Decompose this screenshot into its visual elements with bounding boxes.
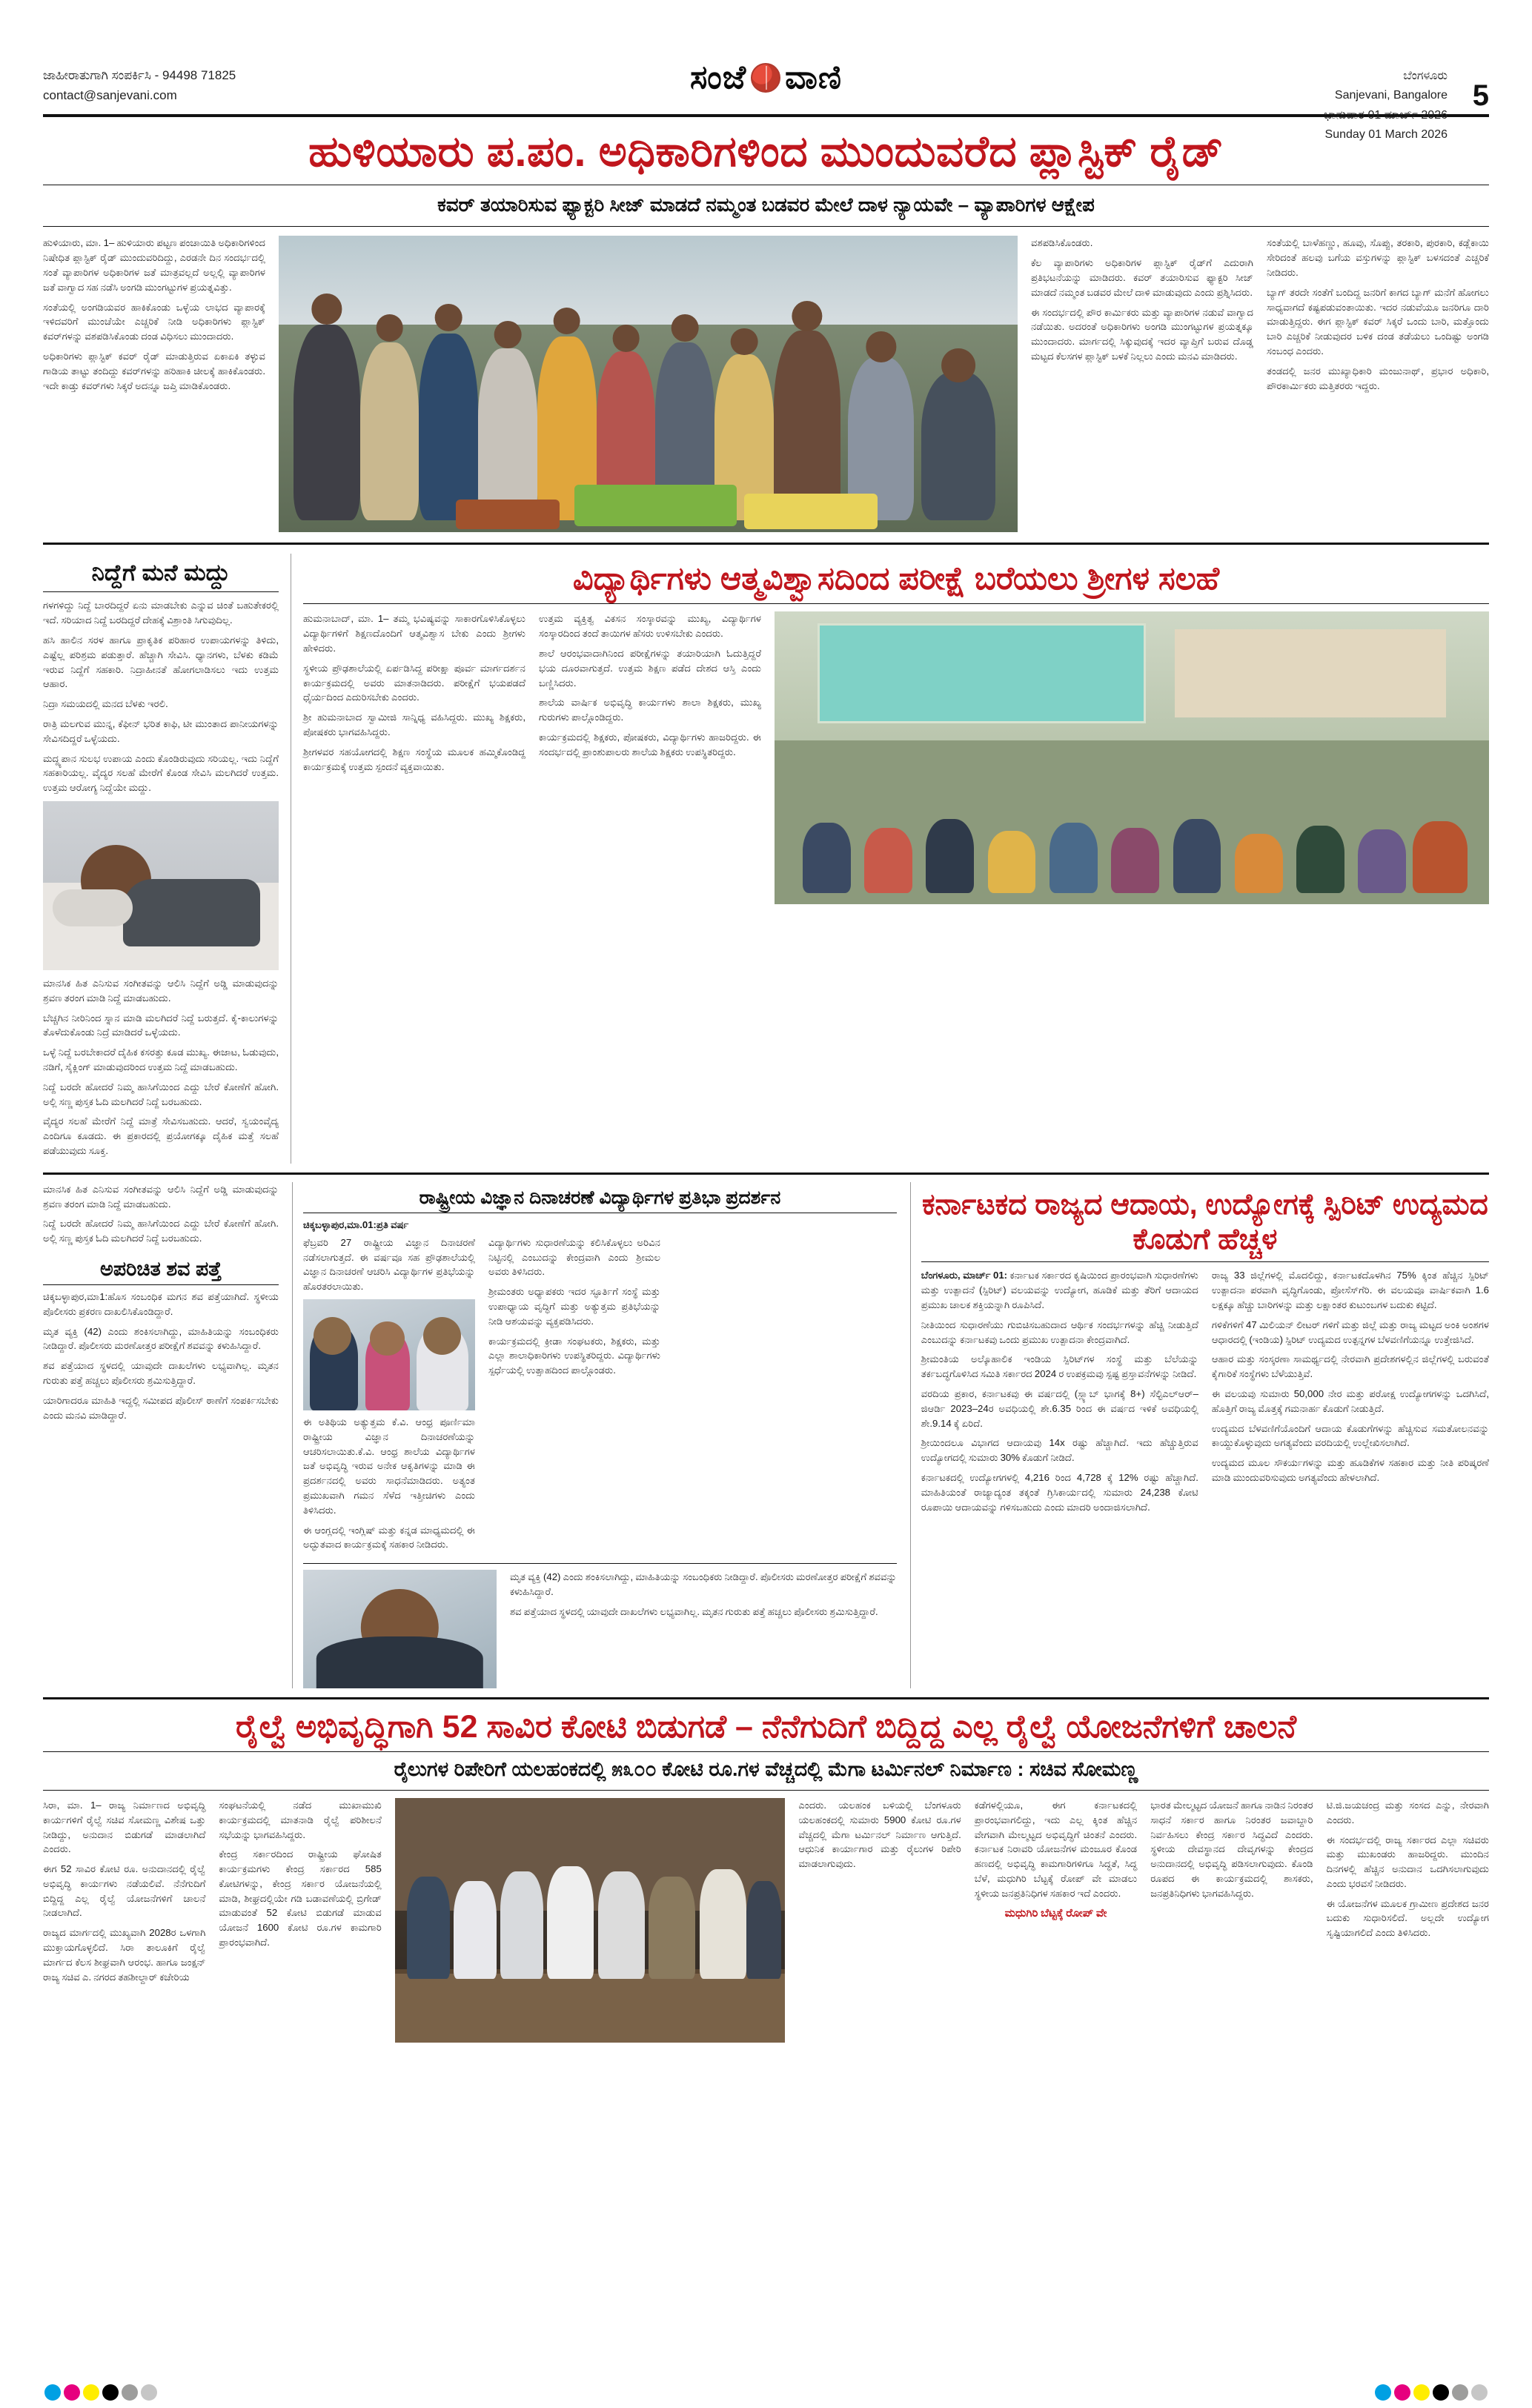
divider	[303, 1563, 897, 1564]
paragraph: ವರದಿಯ ಪ್ರಕಾರ, ಕರ್ನಾಟಕವು ಈ ವರ್ಷದಲ್ಲಿ (ಸ್ಲ್ಯಾಬ್ ಭಾಗಕ್ಕೆ 8+) ಸೆಲ್ಟಿಎಲ್ಆರ್–ಜಿಆರ್ಡಿ 2023–24ರ ಅವಧಿಯಲ್ಲಿ ಶೇ.6.35 ರಿಂದ ಈ ವರ್ಷದ ಇಳಿಕೆ ಅವಧಿಯಲ್ಲಿ ಶೇ.9.14 ಕ್ಕೆ ಏರಿದೆ.	[921, 1387, 1198, 1429]
lead-photo-wrap	[279, 236, 1018, 532]
divider	[43, 543, 1489, 545]
divider	[43, 1790, 1489, 1791]
paragraph: ಫೆಬ್ರವರಿ 27 ರಾಷ್ಟ್ರೀಯ ವಿಜ್ಞಾನ ದಿನಾಚರಣೆ ನಡೆಸಲಾಗುತ್ತದೆ. ಈ ವರ್ಷವೂ ಸಹ ಪ್ರೌಢಶಾಲೆಯಲ್ಲಿ ವಿಜ್ಞಾನ ದಿನಾಚರಣೆ ಆಚರಿಸಿ ವಿದ್ಯಾರ್ಥಿಗಳ ಪ್ರತಿಭೆಯನ್ನು ಹೊರತರಲಾಯಿತು.	[303, 1236, 475, 1293]
paragraph: ಯಾರಿಗಾದರೂ ಮಾಹಿತಿ ಇದ್ದಲ್ಲಿ ಸಮೀಪದ ಪೊಲೀಸ್ ಠಾಣೆಗೆ ಸಂಪರ್ಕಿಸಬೇಕು ಎಂದು ಮನವಿ ಮಾಡಿದ್ದಾರೆ.	[43, 1394, 279, 1421]
meeting-photo	[395, 1798, 786, 2043]
paragraph: ನಿದ್ದೆ ಬರದೇ ಹೋದರೆ ನಿಮ್ಮ ಹಾಸಿಗೆಯಿಂದ ಎದ್ದು ಬೇರೆ ಕೋಣೆಗೆ ಹೋಗಿ. ಅಲ್ಲಿ ಸಣ್ಣ ಪುಸ್ತಕ ಓದಿ ಮಲಗಿದರೆ ನಿದ್ದೆ ಬರಬಹುದು.	[43, 1218, 279, 1244]
paragraph: ಗಳಿಕೆಗಳಿಗೆ 47 ಮಿಲಿಯನ್ ಲೀಟರ್ ಗಳಿಗೆ ಮತ್ತು ಜಿಲ್ಲೆ ಮತ್ತು ರಾಜ್ಯ ಮಟ್ಟದ ಅಂಕಿ ಅಂಶಗಳ ಆಧಾರದಲ್ಲಿ (ಇಂಡಿಯ) ಸ್ಪಿರಿಟ್ ಉದ್ಯಮದ ಉತ್ಪನ್ನಗಳ ಬೆಳವಣಿಗೆಯನ್ನೂ ಉತ್ತೇಜಿಸಿದೆ.	[1211, 1319, 1490, 1345]
paper-logo	[362, 58, 1170, 96]
vidyarthi-photo-wrap	[775, 611, 1489, 904]
paragraph: ಸಂಘಟನೆಯಲ್ಲಿ ನಡೆದ ಮುಖಾಮುಖಿ ಕಾರ್ಯಕ್ರಮದಲ್ಲಿ ಮಾತನಾಡಿ ರೈಲ್ವೆ ಪರಿಶೀಲನೆ ಸಭೆಯನ್ನು ಭಾಗವಹಿಸಿದ್ದರು.	[219, 1799, 382, 1840]
paragraph: ಈ ಯೋಜನೆಗಳ ಮೂಲಕ ಗ್ರಾಮೀಣ ಪ್ರದೇಶದ ಜನರ ಬದುಕು ಸುಧಾರಿಸಲಿದೆ. ಅಲ್ಲದೇ ಉದ್ಯೋಗ ಸೃಷ್ಟಿಯಾಗಲಿದೆ ಎಂದು ತಿಳಿಸಿದರು.	[1326, 1897, 1490, 1939]
paragraph: ಶಾಲೆ ಆರಂಭವಾದಾಗಿನಿಂದ ಪರೀಕ್ಷೆಗಳನ್ನು ತಯಾರಿಯಾಗಿ ಓದುತ್ತಿದ್ದರೆ ಭಯ ದೂರವಾಗುತ್ತದೆ. ಉತ್ತಮ ಶಿಕ್ಷಣ ಪಡೆದ ದೇಶದ ಆಸ್ತಿ ಎಂದು ಬಣ್ಣಿಸಿದರು.	[539, 648, 761, 689]
paragraph: ಕೆಲ ವ್ಯಾಪಾರಿಗಳು ಅಧಿಕಾರಿಗಳ ಪ್ಲಾಸ್ಟಿಕ್ ರೈಡ್‌ಗೆ ಎದುರಾಗಿ ಪ್ರತಿಭಟನೆಯನ್ನು ಮಾಡಿದರು. ಕವರ್ ತಯಾರಿಸುವ ಫ್ಯಾಕ್ಟರಿ ಸೀಜ್ ಮಾಡದೆ ನಮ್ಮಂತ ಬಡವರ ಮೇಲೆ ದಾಳಿ ಮಾಡುವುದು ಎಂದು ಪ್ರಶ್ನಿಸಿದರು.	[1031, 257, 1253, 298]
railway-col-4	[975, 1798, 1137, 2043]
railway-photo-wrap	[395, 1798, 786, 2043]
paragraph: ಈಗ 52 ಸಾವಿರ ಕೋಟಿ ರೂ. ಅನುದಾನದಲ್ಲಿ ರೈಲ್ವೆ ಅಭಿವೃದ್ಧಿ ಕಾರ್ಯಗಳು ನಡೆಯಲಿವೆ. ನೆನೆಗುದಿಗೆ ಬಿದ್ದಿದ್ದ ಎಲ್ಲ ರೈಲ್ವೆ ಯೋಜನೆಗಳಿಗೆ ಚಾಲನೆ ನೀಡಲಾಗಿದೆ.	[43, 1863, 206, 1919]
divider	[43, 226, 1489, 227]
karnataka-dateline: ಬೆಂಗಳೂರು, ಮಾರ್ಚ್ 01:	[921, 1270, 1008, 1281]
paragraph: ಶ್ರೀ ಹುಮನಾಬಾದ ಸ್ವಾಮೀಜಿ ಸಾನ್ನಿಧ್ಯ ವಹಿಸಿದ್ದರು. ಮುಖ್ಯ ಶಿಕ್ಷಕರು, ಪೋಷಕರು ಭಾಗವಹಿಸಿದ್ದರು.	[303, 712, 525, 738]
railway-article	[43, 1699, 1489, 2043]
karnataka-article	[910, 1182, 1489, 1688]
railway-col-1	[43, 1798, 205, 2043]
paragraph: ಸ್ಥಳೀಯ ಪ್ರೌಢಶಾಲೆಯಲ್ಲಿ ಏರ್ಪಡಿಸಿದ್ದ ಪರೀಕ್ಷಾ ಪೂರ್ವ ಮಾರ್ಗದರ್ಶನ ಕಾರ್ಯಕ್ರಮದಲ್ಲಿ ಅವರು ಮಾತನಾಡಿದರು. ಪರೀಕ್ಷೆಗೆ ಭಯಪಡದೆ ಧೈರ್ಯದಿಂದ ಎದುರಿಸಬೇಕು ಎಂದರು.	[303, 662, 525, 703]
paragraph: ಮಾನಸಿಕ ಹಿತ ಎನಿಸುವ ಸಂಗೀತವನ್ನು ಆಲಿಸಿ ನಿದ್ದೆಗೆ ಅಡ್ಡಿ ಮಾಡುವುದನ್ನು ಶ್ರವಣ ತರಂಗ ಮಾಡಿ ನಿದ್ದೆ ಮಾಡಬಹುದು.	[43, 1183, 279, 1210]
paragraph: ಚಿಕ್ಕಬಳ್ಳಾಪುರ,ಮಾ1:ಹೊಸ ಸಂಬಂಧಿಕ ಮಗನ ಶವ ಪತ್ತೆಯಾಗಿದೆ. ಸ್ಥಳೀಯ ಪೊಲೀಸರು ಪ್ರಕರಣ ದಾಖಲಿಸಿಕೊಂಡಿದ್ದಾರೆ.	[43, 1291, 279, 1317]
science-article	[292, 1182, 897, 1688]
paragraph: ಉದ್ಯಮದ ಮೂಲ ಸೌಕರ್ಯಗಳನ್ನು ಮತ್ತು ಹೂಡಿಕೆಗಳ ಸಹಕಾರ ಮತ್ತು ನೀತಿ ಪರಿಷ್ಕರಣೆ ಮಾಡಿ ಮುಂದುವರಿಸುವುದು ಅಗತ್ಯವೆಂದು ಹೇಳಲಾಗಿದೆ.	[1211, 1457, 1490, 1483]
paragraph: ಶ್ರೀಗಳವರ ಸಹಯೋಗದಲ್ಲಿ ಶಿಕ್ಷಣ ಸಂಸ್ಥೆಯ ಮೂಲಕ ಹಮ್ಮಿಕೊಂಡಿದ್ದ ಕಾರ್ಯಕ್ರಮಕ್ಕೆ ಉತ್ತಮ ಸ್ಪಂದನೆ ವ್ಯಕ್ತವಾಯಿತು.	[303, 746, 525, 772]
edition-label-en: Sanjevani, Bangalore	[1334, 89, 1448, 102]
railway-highlight: ಮಧುಗಿರಿ ಬೆಟ್ಟಕ್ಕೆ ರೋಪ್ ವೇ	[1004, 1907, 1107, 1920]
paragraph: ಉತ್ತಮ ವ್ಯಕ್ತಿತ್ವ ವಿಕಸನ ಸಂಸ್ಕಾರವನ್ನು ಮುಖ್ಯ, ವಿದ್ಯಾರ್ಥಿಗಳ ಸಂಸ್ಕಾರದಿಂದ ತಂದೆ ತಾಯಿಗಳ ಹೆಸರು ಉಳಿಸಬೇಕು ಎಂದರು.	[539, 613, 761, 640]
paragraph: ವಿದ್ಯಾರ್ಥಿಗಳು ಸುಧಾರಣೆಯನ್ನು ಕಲಿಸಿಕೊಳ್ಳಲು ಅರಿವಿನ ನಿಟ್ಟಿನಲ್ಲಿ ಎಂಬುದನ್ನು ಕೇಂದ್ರವಾಗಿ ಎಂದು ಶ್ರೀಮಲ ಅವರು ತಿಳಿಸಿದರು.	[488, 1236, 660, 1278]
color-registration-right	[1375, 2384, 1488, 2401]
nidde-title: ನಿದ್ದೆಗೆ ಮನೆ ಮದ್ದು	[91, 560, 231, 586]
ad-contact-line: ಜಾಹೀರಾತುಗಾಗಿ ಸಂಪರ್ಕಿಸಿ - 94498 71825	[43, 68, 236, 82]
divider	[43, 591, 279, 592]
school-assembly-photo	[775, 611, 1489, 904]
divider	[43, 1284, 279, 1285]
paragraph: ಅಧಿಕಾರಿಗಳು ಪ್ಲಾಸ್ಟಿಕ್ ಕವರ್ ರೈಡ್ ಮಾಡುತ್ತಿರುವ ಏಕಾಏಕಿ ತಳ್ಳುವ ಗಾಡಿಯ ತಾಟ್ಟು ತಂದಿದ್ದು ಕವರ್‌ಗಳನ್ನು ಹರಿಹಾಕಿ ಚೀಲಕ್ಕೆ ಹಾಕಿಕೊಂಡರು. ಇದೇ ಕಾಡ್ತು ಕವರ್‌ಗಳು ಸಿಕ್ಕರೆ ಅದನ್ನೂ ಜಪ್ತಿ ಮಾಡಿಕೊಂಡರು.	[43, 351, 265, 391]
railway-title: ರೈಲ್ವೆ ಅಭಿವೃದ್ಧಿಗಾಗಿ 52 ಸಾವಿರ ಕೋಟಿ ಬಿಡುಗಡೆ – ನೆನೆಗುದಿಗೆ ಬಿದ್ದಿದ್ದ ಎಲ್ಲ ರೈಲ್ವೆ ಯೋಜನೆಗಳಿಗೆ ಚಾಲನೆ	[235, 1709, 1297, 1745]
paragraph: ಶ್ರೀಮಂತರು ಅಧ್ಯಾಪಕರು ಇದರ ಸ್ಫೂರ್ತಿಗೆ ಸಂಸ್ಥೆ ಮತ್ತು ಉಪಾಧ್ಯಾಯ ವೃದ್ಧಿಗೆ ಮತ್ತು ಅತ್ಯುತ್ತಮ ಪ್ರತಿಭೆಯನ್ನು ನೀಡಿ ಆಶಯವನ್ನು ವ್ಯಕ್ತಪಡಿಸಿದರು.	[488, 1286, 660, 1327]
paragraph: ಸಿರಾ, ಮಾ. 1– ರಾಜ್ಯ ನಿರ್ಮಾಣದ ಅಭಿವೃದ್ಧಿ ಕಾರ್ಯಗಳಿಗೆ ರೈಲ್ವೆ ಸಚಿವ ಸೋಮಣ್ಣ ವಿಶೇಷ ಒತ್ತು ನೀಡಿದ್ದು, ಅನುದಾನ ಬಿಡುಗಡೆ ಮಾಡಲಾಗಿದೆ ಎಂದರು.	[43, 1799, 206, 1855]
divider	[43, 1173, 1489, 1175]
paragraph: ಮೃತ ವ್ಯಕ್ತಿ (42) ಎಂದು ಶಂಕಿಸಲಾಗಿದ್ದು, ಮಾಹಿತಿಯನ್ನು ಸಂಬಂಧಿಕರು ನೀಡಿದ್ದಾರೆ. ಪೊಲೀಸರು ಮರಣೋತ್ತರ ಪರೀಕ್ಷೆಗೆ ಶವವನ್ನು ಕಳುಹಿಸಿದ್ದಾರೆ.	[509, 1571, 897, 1598]
paragraph: ನೀತಿಯಿಂದ ಸುಧಾರಣೆಯು ಗುಬಿಚಿಸಬಹುದಾದ ಆರ್ಥಿಕ ಸಂದರ್ಭಗಳನ್ನು ಹೆಚ್ಚಿ ನೀಡುತ್ತಿದೆ ಎಂಬುದನ್ನು ಕರ್ನಾಟಕವು ಒಂದು ಪ್ರಮುಖ ಉತ್ಪಾದನಾ ಕೇಂದ್ರವಾಗಿದೆ.	[921, 1319, 1198, 1345]
paragraph: ಬ್ಯಾಗ್ ತರದೇ ಸಂತೆಗೆ ಬಂದಿದ್ದ ಜನರಿಗೆ ಕಾಗದ ಬ್ಯಾಗ್ ಮನೆಗೆ ಹೋಗಲು ಸಾಧ್ಯವಾಗದೆ ಕಷ್ಟಪಡುವಂತಾಯಿತು. ಇದರ ನಡುವೆಯೂ ಜನರಿಗೂ ದಾರಿ ಮಾಡುತ್ತಿದ್ದರು. ಈಗ ಪ್ಲಾಸ್ಟಿಕ್ ಕವರ್ ಸಿಕ್ಕರೆ ಒಂದು ಬಾರಿ, ಮತ್ತೊಂದು ಬಾರಿ ಎಚ್ಚರಿಕೆ ನೀಡುವುದರ ಬಳಿಕ ದಂಡ ತಡೆಯಲು ಒಂದಿಷ್ಟು ಅಂಗಡಿ ಸಂಬಂಧ ಎಂದರು.	[1267, 286, 1489, 357]
band-three	[43, 1182, 1489, 1688]
paragraph: ಈ ಸಂದರ್ಭದಲ್ಲಿ ರಾಜ್ಯ ಸರ್ಕಾರದ ಎಲ್ಲಾ ಸಚಿವರು ಮತ್ತು ಮುಖಂಡರು ಹಾಜರಿದ್ದರು. ಮುಂದಿನ ದಿನಗಳಲ್ಲಿ ಹೆಚ್ಚಿನ ಅನುದಾನ ಒದಗಿಸಲಾಗುವುದು ಎಂದು ಭರವಸೆ ನೀಡಿದರು.	[1326, 1834, 1490, 1889]
railway-col-2	[219, 1798, 381, 2043]
paragraph: ಶಾಲೆಯ ವಾರ್ಷಿಕ ಅಭಿವೃದ್ಧಿ ಕಾರ್ಯಗಳು ಶಾಲಾ ಶಿಕ್ಷಕರು, ಮುಖ್ಯ ಗುರುಗಳು ಪಾಲ್ಗೊಂಡಿದ್ದರು.	[539, 697, 761, 723]
paragraph: ಈ ಸಂದರ್ಭದಲ್ಲಿ ಪೌರ ಕಾರ್ಮಿಕರು ಮತ್ತು ವ್ಯಾಪಾರಿಗಳ ನಡುವೆ ವಾಗ್ವಾದ ನಡೆಯಿತು. ಅದರಂತೆ ಅಧಿಕಾರಿಗಳು ಅಂಗಡಿ ಮುಂಗಟ್ಟುಗಳ ಪ್ರಯತ್ನಕ್ಕೂ ಮುಂದಾದರು. ಮಾರ್ಗದಲ್ಲಿ ಸಿಕ್ಕುವುದಕ್ಕೆ ಇದರ ವ್ಯಾಪ್ತಿಗೆ ಬರುವ ದೊಡ್ಡ ಮಟ್ಟದ ಕೆಲಸಗಳ ಪ್ಲಾಸ್ಟಿಕ್ ಬಳಕೆ ನಿಲ್ಲಲು ಎಂದು ಮನವಿ ಮಾಡಿದರು.	[1031, 306, 1253, 362]
vidyarthi-col-1	[303, 611, 525, 904]
page-number: 5	[1472, 79, 1489, 112]
masthead	[43, 0, 1489, 142]
paragraph: ಹುಮನಾಬಾದ್, ಮಾ. 1– ತಮ್ಮ ಭವಿಷ್ಯವನ್ನು ಸಾಕಾರಗೊಳಿಸಿಕೊಳ್ಳಲು ವಿದ್ಯಾರ್ಥಿಗಳಿಗೆ ಶಿಕ್ಷಣದೊಂದಿಗೆ ಆತ್ಮವಿಶ್ವಾಸ ಬೇಕು ಎಂದು ಶ್ರೀಗಳು ಹೇಳಿದರು.	[303, 613, 525, 654]
science-title: ರಾಷ್ಟ್ರೀಯ ವಿಜ್ಞಾನ ದಿನಾಚರಣೆ ವಿದ್ಯಾರ್ಥಿಗಳ ಪ್ರತಿಭಾ ಪ್ರದರ್ಶನ	[419, 1187, 781, 1208]
lead-subheadline: ಕವರ್ ತಯಾರಿಸುವ ಫ್ಯಾಕ್ಟರಿ ಸೀಜ್ ಮಾಡದೆ ನಮ್ಮಂತ ಬಡವರ ಮೇಲೆ ದಾಳ ನ್ಯಾಯವೇ – ವ್ಯಾಪಾರಿಗಳ ಆಕ್ಷೇಪ	[437, 193, 1095, 216]
band-two	[43, 554, 1489, 1163]
shava-title: ಅಪರಿಚಿತ ಶವ ಪತ್ತೆ	[100, 1258, 222, 1280]
email-line: contact@sanjevani.com	[43, 88, 177, 103]
railway-col-6	[1327, 1798, 1489, 2043]
band3-left-spacer	[43, 1182, 279, 1688]
paragraph: ವಶಪಡಿಸಿಕೊಂಡರು.	[1031, 237, 1093, 249]
nidde-article	[43, 554, 279, 1163]
divider	[303, 603, 1489, 604]
contact-block	[43, 58, 362, 105]
globe-icon	[751, 63, 780, 93]
paragraph: ರಾಜ್ಯದ ಮಾರ್ಗದಲ್ಲಿ ಮುಖ್ಯವಾಗಿ 2028ರ ಒಳಗಾಗಿ ಮುಕ್ತಾಯಗೊಳ್ಳಲಿದೆ. ಸಿರಾ ತಾಲೂಕಿಗೆ ರೈಲ್ವೆ ಮಾರ್ಗದ ಕೆಲಸ ಶೀಘ್ರವಾಗಿ ಆರಂಭ. ಹಾಗೂ ಜಂಕ್ಷನ್ ರಾಜ್ಯ ಸಚಿವ ಎ. ನಗರದ ತಹಶೀಲ್ದಾರ್ ಕಚೇರಿಯ	[43, 1927, 206, 1983]
paper-name-part1: ಸಂಜೆ	[689, 59, 747, 96]
railway-col-3	[798, 1798, 961, 2043]
paragraph: ಶವ ಪತ್ತೆಯಾದ ಸ್ಥಳದಲ್ಲಿ ಯಾವುದೇ ದಾಖಲೆಗಳು ಲಭ್ಯವಾಗಿಲ್ಲ. ಮೃತನ ಗುರುತು ಪತ್ತೆ ಹಚ್ಚಲು ಪೊಲೀಸರು ಶ್ರಮಿಸುತ್ತಿದ್ದಾರೆ.	[43, 1360, 279, 1386]
paragraph: ಶ್ರೀಯಿಂದಲೂ ವಿಭಾಗದ ಆದಾಯವು 14x ರಷ್ಟು ಹೆಚ್ಚಾಗಿದೆ. ಇದು ಹೆಚ್ಚುತ್ತಿರುವ ಉದ್ಯೋಗದಲ್ಲಿ ಸುಮಾರು 30% ಕೊಡುಗೆ ನೀಡಿದೆ.	[921, 1437, 1198, 1464]
paragraph: ರಾಜ್ಯ 33 ಜಿಲ್ಲೆಗಳಲ್ಲಿ ಮೊದಲಿದ್ದು, ಕರ್ನಾಟಕದೊಳಗಿನ 75% ಕ್ಕಿಂತ ಹೆಚ್ಚಿನ ಸ್ಪಿರಿಟ್ ಉತ್ಪಾದನಾ ಪರವಾಗಿ ವೃದ್ಧಿಗೊಂಡು, ಪ್ರೋಸೆಸ್‌ಗೆರಿ. ಈ ವಲಯವೂ ವಾರ್ಷಿಕವಾಗಿ 1.6 ಲಕ್ಷಕ್ಕೂ ಹೆಚ್ಚು ಬಾರಿಗಳನ್ನು ಮತ್ತು ಲಕ್ಷಾಂತರ ಕುಟುಂಬಗಳ ಬದುಕು ಕಟ್ಟಿದೆ.	[1211, 1270, 1490, 1310]
paragraph: ಸಂತೆಯಲ್ಲಿ ಅಂಗಡಿಯವರ ಹಾಕಿಕೊಂಡು ಒಳ್ಳೆಯ ಲಾಭದ ವ್ಯಾಪಾರಕ್ಕೆ ಇಳಿದವರಿಗೆ ಮುಂಚೆಯೇ ಎಚ್ಚರಿಕೆ ನೀಡಿ ಅಧಿಕಾರಿಗಳು ಪ್ಲಾಸ್ಟಿಕ್ ಕವರ್‌ಗಳನ್ನು ವಶಪಡಿಸಿಕೊಂಡು ದಂಡ ವಿಧಿಸಲು ಮುಂದಾದರು.	[43, 301, 265, 342]
paragraph: ನಿದ್ರಾ ಸಮಯದಲ್ಲಿ ಮನದ ಬೆಳಕು ಇರಲಿ.	[43, 698, 168, 710]
paragraph: ರಾತ್ರಿ ಮಲಗುವ ಮುನ್ನ, ಕೆಫೀನ್ ಭರಿತ ಕಾಫಿ, ಟೀ ಮುಂತಾದ ಪಾನೀಯಗಳನ್ನು ಸೇವಿಸದಿದ್ದರೆ ಒಳ್ಳೆಯದು.	[43, 718, 279, 744]
lead-body	[43, 236, 1489, 532]
paragraph: ಎಂದರು. ಯಲಹಂಕ ಬಳಿಯಲ್ಲಿ ಬೆಂಗಳೂರು ಯಲಹಂಕದಲ್ಲಿ ಸುಮಾರು 5900 ಕೋಟಿ ರೂ.ಗಳ ವೆಚ್ಚದಲ್ಲಿ ಮೆಗಾ ಟರ್ಮಿನಲ್ ನಿರ್ಮಾಣ ಆಗುತ್ತಿದೆ. ಆಧುನಿಕ ಕಾರ್ಯಾಗಾರ ಮತ್ತು ರೈಲುಗಳ ರಿಪೇರಿ ಮಾಡಲಾಗುವುದು.	[798, 1799, 961, 1870]
edition-block	[1170, 58, 1489, 145]
paragraph: ಈ ಆಂಗ್ಲದಲ್ಲಿ ಇಂಗ್ಲಿಷ್ ಮತ್ತು ಕನ್ನಡ ಮಾಧ್ಯಮದಲ್ಲಿ ಈ ಅದ್ಭುತವಾದ ಕಾರ್ಯಕ್ರಮಕ್ಕೆ ಸಹಕಾರ ನೀಡಿದರು.	[303, 1524, 475, 1550]
paragraph: ಕರ್ನಾಟಕದಲ್ಲಿ ಉದ್ಯೋಗಗಳಲ್ಲಿ 4,216 ರಿಂದ 4,728 ಕ್ಕೆ 12% ರಷ್ಟು ಹೆಚ್ಚಾಗಿದೆ. ಮಾಹಿತಿಯಂತೆ ರಾಜ್ಯಾದ್ಯಂತ ತಕ್ಕಂತೆ ಗ್ರಿಸಿಕಾರ್ಯದಲ್ಲಿ ಸುಮಾರು 24,238 ಕೋಟಿ ರೂಪಾಯಿ ಆದಾಯವನ್ನು ಗಳಿಸಬಹುದು ಎಂದು ಮಾದರಿ ಅಂದಾಜಿಸಲಾಗಿದೆ.	[921, 1471, 1198, 1513]
paragraph: ಆಹಾರ ಮತ್ತು ಸಂಸ್ಕರಣಾ ಸಾಮರ್ಥ್ಯದಲ್ಲಿ ನೇರವಾಗಿ ಪ್ರದೇಶಗಳಲ್ಲಿನ ಜಿಲ್ಲೆಗಳಲ್ಲಿ ಬರುವಂತೆ ಕೈಗಾರಿಕೆ ಸಂಸ್ಥೆಗಳು ಬೆಳೆಯುತ್ತಿವೆ.	[1211, 1353, 1490, 1380]
paragraph: ಬೆಚ್ಚಗಿನ ನೀರಿನಿಂದ ಸ್ನಾನ ಮಾಡಿ ಮಲಗಿದರೆ ನಿದ್ದೆ ಬರುತ್ತದೆ. ಕೈ-ಕಾಲುಗಳನ್ನು ತೊಳೆದುಕೊಂಡು ನಿದ್ರೆ ಮಾಡಿದರೆ ಒಳ್ಳೆಯದು.	[43, 1012, 279, 1038]
railway-col-5	[1150, 1798, 1313, 2043]
shava-text-col	[510, 1570, 897, 1688]
paragraph: ಶವ ಪತ್ತೆಯಾದ ಸ್ಥಳದಲ್ಲಿ ಯಾವುದೇ ದಾಖಲೆಗಳು ಲಭ್ಯವಾಗಿಲ್ಲ. ಮೃತನ ಗುರುತು ಪತ್ತೆ ಹಚ್ಚಲು ಪೊಲೀಸರು ಶ್ರಮಿಸುತ್ತಿದ್ದಾರೆ.	[509, 1605, 878, 1617]
unidentified-man-photo	[303, 1570, 497, 1688]
paragraph: ಕಡೆಗಳಲ್ಲಿಯೂ, ಈಗ ಕರ್ನಾಟಕದಲ್ಲಿ ಪ್ರಾರಂಭವಾಗಲಿದ್ದು, ಇದು ಎಲ್ಲ ಕ್ಕಿಂತ ಹೆಚ್ಚಿನ ವೇಗವಾಗಿ ಮೇಲ್ಮಟ್ಟದ ಅಭಿವೃದ್ಧಿಗೆ ಚಿಂತನೆ ಎಂದರು. ಕರ್ನಾಟಕ ನಿರಾವರಿ ಯೋಜನೆಗಳ ಮಂಜೂರ ಕೊಂಡ ಹಣದಲ್ಲಿ ಅಭಿವೃದ್ಧಿ ಕಾಮಗಾರಿಗಳಿಗೂ ಸಿದ್ಧತೆ, ಸಿದ್ಧ ಬೆಳೆ, ಮಧುಗಿರಿ ಬೆಟ್ಟಕ್ಕೆ ರೋಪ್ ವೇ ಮಾಡಲು ಸ್ಥಳೀಯ ಜನಪ್ರತಿನಿಧಿಗಳ ಸಹಕಾರ ಇದೆ ಎಂದರು.	[974, 1799, 1138, 1899]
paragraph: ಒಳ್ಳೆ ನಿದ್ದೆ ಬರಬೇಕಾದರೆ ದೈಹಿಕ ಕಸರತ್ತು ಕೂಡ ಮುಖ್ಯ. ಈಜಾಟ, ಓಡುವುದು, ನಡಿಗೆ, ಸೈಕ್ಲಿಂಗ್ ಮಾಡುವುದರಿಂದ ಉತ್ತಮ ನಿದ್ದೆ ಮಾಡಬಹುದು.	[43, 1047, 279, 1073]
shava-photo-col	[303, 1570, 497, 1688]
paragraph: ಈ ಅತಿಥಿಯ ಅತ್ಯುತ್ತಮ ಕೆ.ವಿ. ಆಂಧ್ರ ಪೂರ್ಣಿಮಾ ರಾಷ್ಟ್ರೀಯ ವಿಜ್ಞಾನ ದಿನಾಚರಣೆಯನ್ನು ಆಚರಿಸಲಾಯಿತು.ಕೆ.ವಿ. ಆಂಧ್ರ ಶಾಲೆಯ ವಿದ್ಯಾರ್ಥಿಗಳ ಜತೆ ಅಭಿವೃದ್ಧಿ ಇರುವ ಅನೇಕ ಆಕೃತಿಗಳನ್ನು ಮಾಡಿ ಈ ಪ್ರದರ್ಶನದಲ್ಲಿ ಅವರು ಸಾಧನೆಮಾಡಿದರು. ಅತ್ಯಂತ ಪ್ರಮುಖವಾಗಿ ಗಮನ ಸೆಳೆದ ಇತ್ತೀಚಿಗಳು ಎಂದು ತಿಳಿಸಿದರು.	[303, 1416, 475, 1516]
paragraph: ಮಾನಸಿಕ ಹಿತ ಎನಿಸುವ ಸಂಗೀತವನ್ನು ಆಲಿಸಿ ನಿದ್ದೆಗೆ ಅಡ್ಡಿ ಮಾಡುವುದನ್ನು ಶ್ರವಣ ತರಂಗ ಮಾಡಿ ನಿದ್ದೆ ಮಾಡಬಹುದು.	[43, 978, 279, 1004]
science-col-1	[303, 1235, 475, 1557]
science-photo	[303, 1299, 475, 1410]
paragraph: ಮೃತ ವ್ಯಕ್ತಿ (42) ಎಂದು ಶಂಕಿಸಲಾಗಿದ್ದು, ಮಾಹಿತಿಯನ್ನು ಸಂಬಂಧಿಕರು ನೀಡಿದ್ದಾರೆ. ಪೊಲೀಸರು ಮರಣೋತ್ತರ ಪರೀಕ್ಷೆಗೆ ಶವವನ್ನು ಕಳುಹಿಸಿದ್ದಾರೆ.	[43, 1325, 279, 1352]
karnataka-col-2	[1212, 1268, 1489, 1519]
paragraph: ಕೇಂದ್ರ ಸರ್ಕಾರದಿಂದ ರಾಷ್ಟ್ರೀಯ ಘೋಷಿತ ಕಾರ್ಯಕ್ರಮಗಳು ಕೇಂದ್ರ ಸರ್ಕಾರದ 585 ಕೋಟಿಗಳನ್ನು, ಕೇಂದ್ರ ಸರ್ಕಾರ ಯೋಜನೆಯಲ್ಲಿ ಮಾಡಿ, ಶೀಘ್ರದಲ್ಲಿಯೇ ಗಡಿ ಬಡಾವಣೆಯಲ್ಲಿ ಬ್ರಿಗೇಡ್ ಮಾಡುವಂತೆ 52 ಕೋಟಿ ಬಿಡುಗಡೆ ಮಾಡುವ ಯೋಜನೆ 1600 ಕೋಟಿ ರೂ.ಗಳ ಕಾಮಗಾರಿ ಪ್ರಾರಂಭವಾಗಿದೆ.	[219, 1848, 382, 1948]
lead-headline: ಹುಳಿಯಾರು ಪ.ಪಂ. ಅಧಿಕಾರಿಗಳಿಂದ ಮುಂದುವರೆದ ಪ್ಲಾಸ್ಟಿಕ್ ರೈಡ್	[308, 127, 1224, 176]
paragraph: ವೈದ್ಯರ ಸಲಹೆ ಮೇರೆಗೆ ನಿದ್ದೆ ಮಾತ್ರೆ ಸೇವಿಸಬಹುದು. ಆದರೆ, ಸ್ವಯಂವೈದ್ಯ ಎಂದಿಗೂ ಕೂಡದು. ಈ ಪ್ರಕಾರದಲ್ಲಿ ಪ್ರಯೋಗಕ್ಕೂ ದೈಹಿಕ ಮತ್ತೆ ಸಲಹೆ ಪಡೆಯುವುದು ಸೂಕ್ತ.	[43, 1115, 279, 1157]
color-registration-left	[44, 2384, 157, 2401]
market-raid-photo	[279, 236, 1018, 532]
paragraph: ಕಾರ್ಯಕ್ರಮದಲ್ಲಿ ಶಿಕ್ಷಕರು, ಪೋಷಕರು, ವಿದ್ಯಾರ್ಥಿಗಳು ಹಾಜರಿದ್ದರು. ಈ ಸಂದರ್ಭದಲ್ಲಿ ಪ್ರಾಂಶುಪಾಲರು ಶಾಲೆಯ ಶಿಕ್ಷಕರು ಉಪಸ್ಥಿತರಿದ್ದರು.	[539, 732, 761, 757]
paragraph: ಟಿ.ಜಿ.ಜಯಚಂದ್ರ ಮತ್ತು ಸಂಸದ ಎನ್ನು, ನೇರವಾಗಿ ಎಂದರು.	[1326, 1799, 1490, 1825]
lead-col-1	[43, 236, 265, 532]
paragraph: ತಂಡದಲ್ಲಿ ಜನರ ಮುಖ್ಯಾಧಿಕಾರಿ ಮಂಜುನಾಥ್, ಪ್ರಭಾರ ಅಧಿಕಾರಿ, ಪೌರಕಾರ್ಮಿಕರು ಮತ್ತಿತರರು ಇದ್ದರು.	[1267, 365, 1489, 391]
lead-col-2	[1031, 236, 1253, 532]
paragraph: ಹಸಿ ಹಾಲಿನ ಸರಳ ಹಾಗೂ ಪ್ರಾಕೃತಿಕ ಪರಿಹಾರ ಉಪಾಯಗಳನ್ನು ತಿಳಿದು, ಎಷ್ಟೆಲ್ಲ ಪರಿಶ್ರಮ ಪಡುತ್ತಾರೆ. ಹೆಚ್ಚಾಗಿ ಸೇವಿಸಿ. ಧ್ಯಾನಗಳು, ಬೆಳಕು ಕಡಿಮೆ ಇರುವ ನಿದ್ದೆಗೆ ಸಹಕಾರಿ. ನಿದ್ರಾಹೀನತೆ ಹೋಗಲಾಡಿಸಲು ಇದು ಉತ್ತಮ ಆಹಾರ.	[43, 634, 279, 690]
paragraph: ಹುಳಿಯಾರು, ಮಾ. 1– ಹುಳಿಯಾರು ಪಟ್ಟಣ ಪಂಚಾಯಿತಿ ಅಧಿಕಾರಿಗಳಿಂದ ನಿಷೇಧಿತ ಪ್ಲಾಸ್ಟಿಕ್ ರೈಡ್ ಮುಂದುವರಿದಿದ್ದು, ಎರಡನೇ ದಿನ ಸಂದರ್ಭದಲ್ಲಿ ಸಂತೆ ವ್ಯಾಪಾರಿಗಳ ಅಧಿಕಾರಿಗಳ ಜತೆ ಮಾತ್ರವಲ್ಲದೆ ಅಲ್ಲಲ್ಲಿ ವ್ಯಾಪಾರಿಗಳ ಜತೆ ವಾಗ್ವಾದ ಸಹ ನಡೆಸಿ ಅಂಗಡಿ ಮುಂಗಟ್ಟುಗಳ ಪ್ರಯತ್ನವಿತ್ತು.	[43, 237, 265, 293]
vidyarthi-title: ವಿದ್ಯಾರ್ಥಿಗಳು ಆತ್ಮವಿಶ್ವಾಸದಿಂದ ಪರೀಕ್ಷೆ ಬರೆಯಲು ಶ್ರೀಗಳ ಸಲಹೆ	[572, 561, 1220, 597]
edition-label: ಬೆಂಗಳೂರು	[1403, 70, 1448, 82]
date-english: Sunday 01 March 2026	[1324, 128, 1448, 142]
railway-subtitle: ರೈಲುಗಳ ರಿಪೇರಿಗೆ ಯಲಹಂಕದಲ್ಲಿ ೫೩೦೦ ಕೋಟಿ ರೂ.ಗಳ ವೆಚ್ಚದಲ್ಲಿ ಮೆಗಾ ಟರ್ಮಿನಲ್ ನಿರ್ಮಾಣ : ಸಚಿವ ಸೋಮಣ್ಣ	[394, 1757, 1138, 1780]
paper-name-part2: ವಾಣಿ	[785, 59, 843, 96]
paragraph: ಕಾರ್ಯಕ್ರಮದಲ್ಲಿ ಕ್ರೀಡಾ ಸಂಘಟಕರು, ಶಿಕ್ಷಕರು, ಮತ್ತು ಎಲ್ಲಾ ಶಾಲಾಧಿಕಾರಿಗಳು ಉಪಸ್ಥಿತರಿದ್ದರು. ವಿದ್ಯಾರ್ಥಿಗಳು ಸ್ಪರ್ಧೆಯಲ್ಲಿ ಉತ್ಸಾಹದಿಂದ ಪಾಲ್ಗೊಂಡರು.	[488, 1335, 660, 1376]
vidyarthi-col-2	[539, 611, 761, 904]
sleeping-woman-photo	[43, 801, 279, 970]
paragraph: ಶ್ರೀಮಂತಿಯ ಅಲ್ಕೊಹಾಲಿಕ ಇಂಡಿಯ ಸ್ಪಿರಿಟ್‌ಗಳ ಸಂಸ್ಥೆ ಮತ್ತು ಬೆಲೆಯನ್ನು ತರ್ಕಬದ್ಧಗೊಳಿಸಿದ ಸಮಿತಿ ಸರ್ಕಾರದ 2024 ರ ಉಪಕ್ರಮವು ಸ್ಪಷ್ಟ ಪ್ರಸ್ತಾವನೆಗಳನ್ನು ನೀಡಿದೆ.	[921, 1353, 1198, 1380]
divider	[921, 1261, 1489, 1262]
paragraph: ಗಳಗಳಿದ್ದು ನಿದ್ದೆ ಬಾರದಿದ್ದರೆ ಏನು ಮಾಡಬೇಕು ಎನ್ನುವ ಚಿಂತೆ ಬಹುತೇಕರಲ್ಲಿ ಇದೆ. ಸರಿಯಾದ ನಿದ್ದೆ ಬರದಿದ್ದರೆ ದೇಹಕ್ಕೆ ವಿಶ್ರಾಂತಿ ಸಿಗುವುದಿಲ್ಲ.	[43, 600, 279, 626]
vidyarthi-article	[291, 554, 1489, 1163]
paragraph: ನಿದ್ದೆ ಬರದೇ ಹೋದರೆ ನಿಮ್ಮ ಹಾಸಿಗೆಯಿಂದ ಎದ್ದು ಬೇರೆ ಕೋಣೆಗೆ ಹೋಗಿ. ಅಲ್ಲಿ ಸಣ್ಣ ಪುಸ್ತಕ ಓದಿ ಮಲಗಿದರೆ ನಿದ್ದೆ ಬರಬಹುದು.	[43, 1081, 279, 1107]
karnataka-col-1	[921, 1268, 1198, 1519]
science-col-2	[488, 1235, 660, 1557]
paragraph: ಉದ್ಯಮದ ಬೆಳವಣಿಗೆಯೊಂದಿಗೆ ಆದಾಯ ಕೊಡುಗೆಗಳನ್ನು ಹೆಚ್ಚಿಸುವ ಸಮತೋಲನವನ್ನು ಕಾಯ್ದುಕೊಳ್ಳುವುದು ಅಗತ್ಯವೆಂದು ವರದಿಯಲ್ಲಿ ಉಲ್ಲೇಖಿಸಲಾಗಿದೆ.	[1211, 1422, 1490, 1449]
paragraph: ಈ ವಲಯವು ಸುಮಾರು 50,000 ನೇರ ಮತ್ತು ಪರೋಕ್ಷ ಉದ್ಯೋಗಗಳನ್ನು ಒದಗಿಸಿದೆ, ಹೊತ್ತಿಗೆ ರಾಜ್ಯ ಮೊತ್ತಕ್ಕೆ ಗಮನಾರ್ಹ ಕೊಡುಗೆ ನೀಡುತ್ತಿದೆ.	[1211, 1387, 1490, 1414]
science-dateline: ಚಿಕ್ಕಬಳ್ಳಾಪುರ,ಮಾ.01:ಪ್ರತಿ ವರ್ಷ	[303, 1219, 409, 1231]
karnataka-title: ಕರ್ನಾಟಕದ ರಾಜ್ಯದ ಆದಾಯ, ಉದ್ಯೋಗಕ್ಕೆ ಸ್ಪಿರಿಟ್ ಉದ್ಯಮದ ಕೊಡುಗೆ ಹೆಚ್ಚಳ	[921, 1188, 1488, 1256]
paragraph: ಭಾರತ ಮೇಲ್ಮಟ್ಟದ ಯೋಜನೆ ಹಾಗೂ ನಾಡಿನ ನಿರಂತರ ಸಾಧನೆ ಸರ್ಕಾರ ಹಾಗೂ ನಿರಂತರ ಜವಾಬ್ದಾರಿ ನಿರ್ವಹಿಸಲು ಕೇಂದ್ರ ಸರ್ಕಾರ ಸಿದ್ಧವಿದೆ ಎಂದರು. ಸ್ಥಳೀಯ ದೇವಸ್ಥಾನದ ದೇವೃಗಳನ್ನು ಕೇಂದ್ರದ ಅನುದಾನದಲ್ಲಿ ಅಭಿವೃದ್ಧಿ ಪಡಿಸಲಾಗುವುದು. ಕೊಂಡಿ ರೂಪದ ಈ ಕಾರ್ಯಕ್ರಮದಲ್ಲಿ ಶಾಸಕರು, ಜನಪ್ರತಿನಿಧಿಗಳು ಭಾಗವಹಿಸಿದ್ದರು.	[1150, 1799, 1313, 1899]
paragraph: ಮದ್ದ್ಯಪಾನ ಸುಲಭ ಉಪಾಯ ಎಂದು ಕೊಂಡಿರುವುದು ಸರಿಯಲ್ಲ. ಇದು ನಿದ್ದೆಗೆ ಸಹಕಾರಿಯಲ್ಲ. ವೈದ್ಯರ ಸಲಹೆ ಮೇರೆಗೆ ಕೊಂಡ ಸೇವಿಸಿ ಮಲಗಿದರೆ ಉತ್ತಮ. ಉತ್ತಮ ಆರೋಗ್ಯ ನಿದ್ದೆಯೇ ಮದ್ದು.	[43, 752, 279, 794]
paragraph: ಸಂತೆಯಲ್ಲಿ ಬಾಳೆಹಣ್ಣು, ಹೂವು, ಸೊಪ್ಪು, ತರಕಾರಿ, ಪುರಕಾರಿ, ಕಡ್ಲೆಕಾಯಿ ಸೇರಿದಂತೆ ಹಲವು ಬಗೆಯ ವಸ್ತುಗಳನ್ನು ಪ್ಲಾಸ್ಟಿಕ್ ಬಳಸದಂತೆ ಎಚ್ಚರಿಕೆ ನೀಡಿದರು.	[1267, 237, 1489, 279]
lead-col-3	[1267, 236, 1489, 532]
paragraph: ಕರ್ನಾಟಕ ಸರ್ಕಾರದ ಕೃಷಿಯಿಂದ ಪ್ರಾರಂಭವಾಗಿ ಸುಧಾರಣೆಗಳು ಮತ್ತು ಉತ್ಪಾದನೆ (ಸ್ಪಿರಿಟ್) ವಲಯವನ್ನು ಉದ್ಯೋಗ, ಹೂಡಿಕೆ ಮತ್ತು ತೆರಿಗೆ ಆದಾಯದ ಪ್ರಮುಖ ಚಾಲಕ ಶಕ್ತಿಯನ್ನಾಗಿ ರೂಪಿಸಿದೆ.	[921, 1270, 1198, 1310]
date-kannada: ಭಾನುವಾರ 01 ಮಾರ್ಚ್ 2026	[1324, 108, 1448, 122]
